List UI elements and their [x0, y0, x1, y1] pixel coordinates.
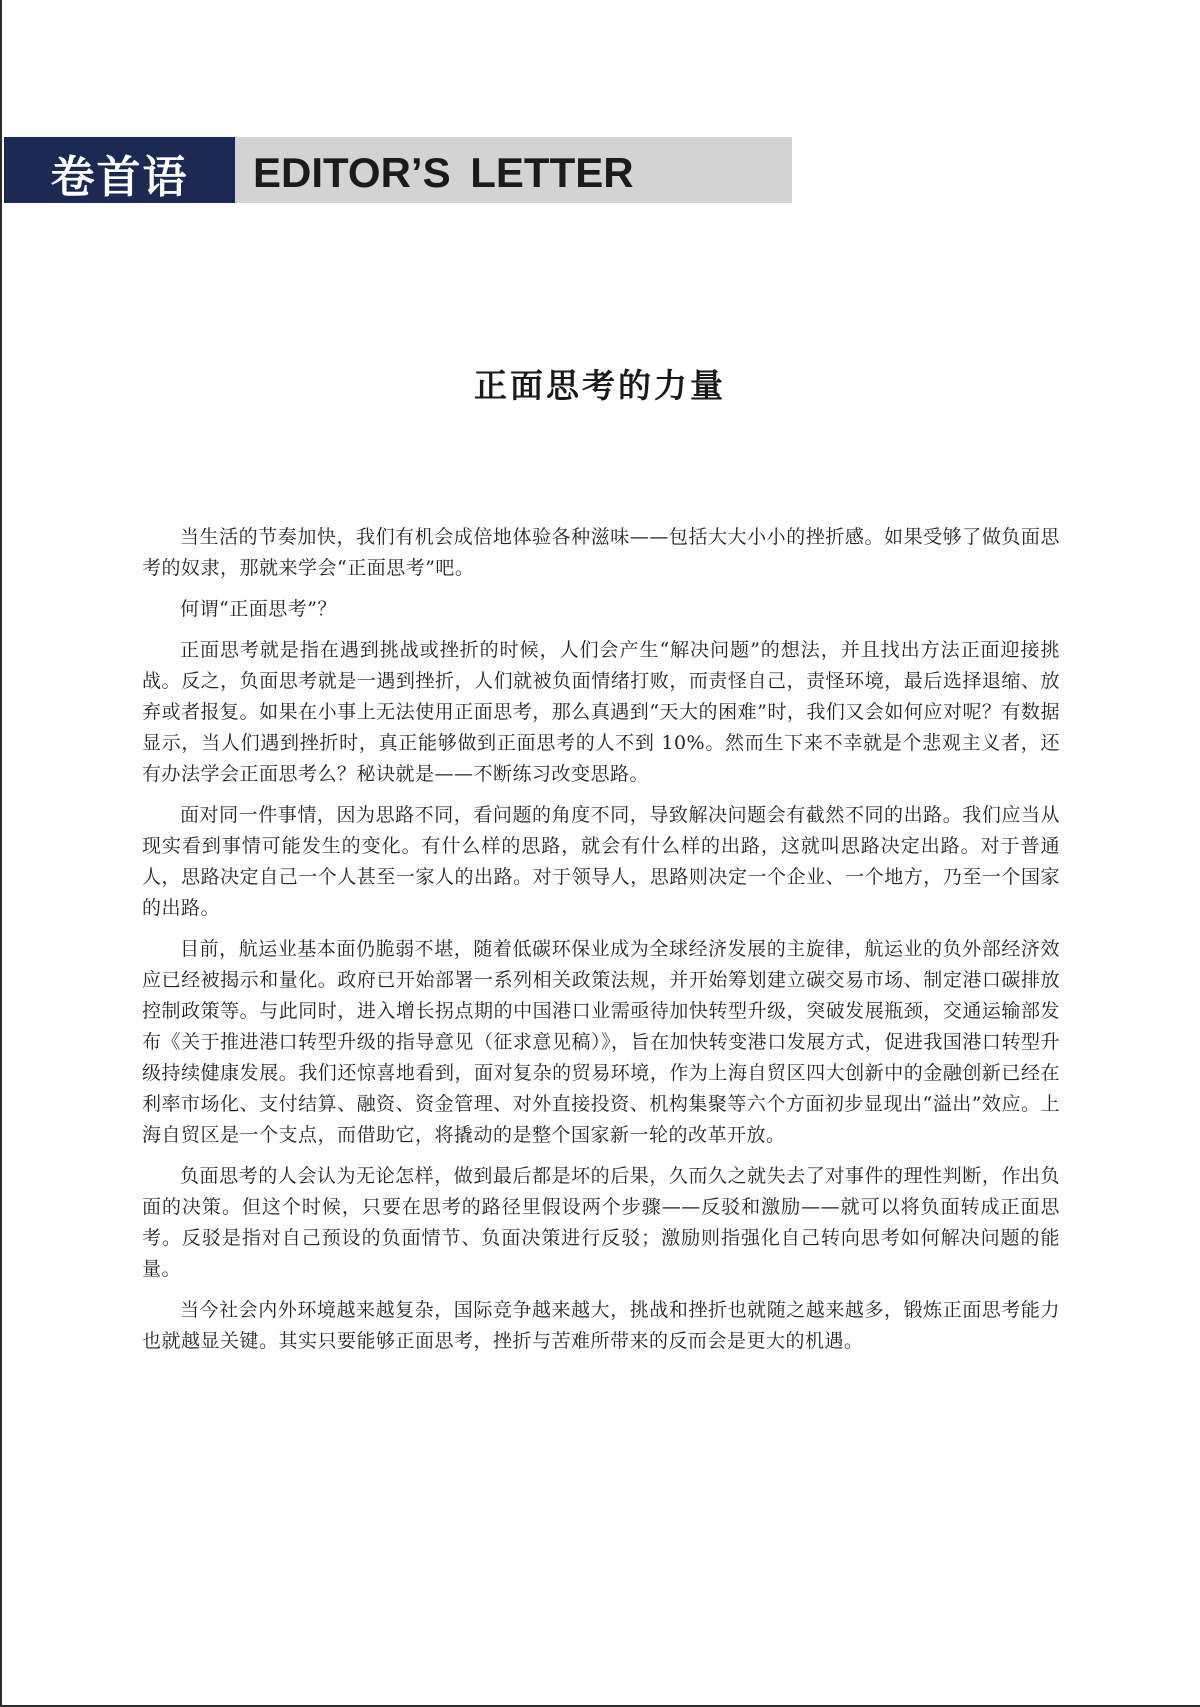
article-body [142, 522, 1060, 1367]
paragraph-1: 当生活的节奏加快，我们有机会成倍地体验各种滋味——包括大大小小的挫折感。如果受够了做负面思考的奴隶，那就来学会“正面思考”吧。 [142, 526, 1060, 579]
paragraph-7: 当今社会内外环境越来越复杂，国际竞争越来越大，挑战和挫折也就随之越来越多，锻炼正面思考能力也就越显关键。其实只要能够正面思考，挫折与苦难所带来的反而会是更大的机遇。 [142, 1299, 1060, 1352]
paragraph-2: 何谓“正面思考”？ [180, 598, 337, 620]
paragraph-3: 正面思考就是指在遇到挑战或挫折的时候，人们会产生“解决问题”的想法，并且找出方法正面迎接挑战。反之，负面思考就是一遇到挫折，人们就被负面情绪打败，而责怪自己，责怪环境，最后选择退缩、放弃或者报复。如果在小事上无法使用正面思考，那么真遇到“天大的困难”时，我们又会如何应对呢？有数据显示，当人们遇到挫折时，真正能够做到正面思考的人不到 10%。然而生下来不幸就是个悲观主义者，还有办法学会正面思考么？秘诀就是——不断练习改变思路。 [142, 639, 1060, 785]
paragraph-6: 负面思考的人会认为无论怎样，做到最后都是坏的后果，久而久之就失去了对事件的理性判断，作出负面的决策。但这个时候，只要在思考的路径里假设两个步骤——反驳和激励——就可以将负面转成正面思考。反驳是指对自己预设的负面情节、负面决策进行反驳；激励则指强化自己转向思考如何解决问题的能量。 [142, 1165, 1060, 1280]
paragraph-5: 目前，航运业基本面仍脆弱不堪，随着低碳环保业成为全球经济发展的主旋律，航运业的负外部经济效应已经被揭示和量化。政府已开始部署一系列相关政策法规，并开始筹划建立碳交易市场、制定港口碳排放控制政策等。与此同时，进入增长拐点期的中国港口业需亟待加快转型升级，突破发展瓶颈，交通运输部发布《关于推进港口转型升级的指导意见（征求意见稿）》，旨在加快转变港口发展方式，促进我国港口转型升级持续健康发展。我们还惊喜地看到，面对复杂的贸易环境，作为上海自贸区四大创新中的金融创新已经在利率市场化、支付结算、融资、资金管理、对外直接投资、机构集聚等六个方面初步显现出“溢出”效应。上海自贸区是一个支点，而借助它，将撬动的是整个国家新一轮的改革开放。 [142, 938, 1060, 1146]
paragraph-4: 面对同一件事情，因为思路不同，看问题的角度不同，导致解决问题会有截然不同的出路。我们应当从现实看到事情可能发生的变化。有什么样的思路，就会有什么样的出路，这就叫思路决定出路。对于普通人，思路决定自己一个人甚至一家人的出路。对于领导人，思路则决定一个企业、一个地方，乃至一个国家的出路。 [142, 804, 1060, 919]
section-title-cn: 卷首语 [4, 137, 235, 203]
article-title: 正面思考的力量 [474, 366, 726, 405]
page-border-left [0, 0, 2, 1707]
section-title-en: EDITOR’S LETTER [235, 137, 792, 203]
section-header [4, 137, 792, 203]
